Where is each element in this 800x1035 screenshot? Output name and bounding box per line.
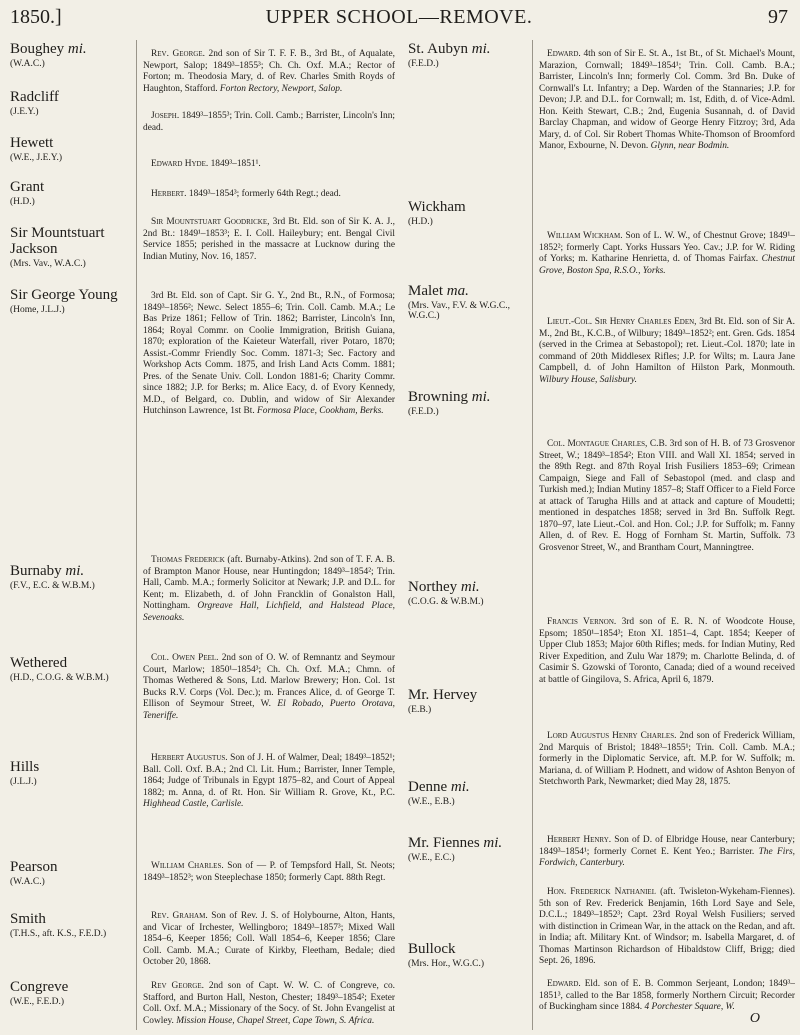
name-entry bbox=[10, 564, 132, 592]
biography-entry: Edward. Eld. son of E. B. Common Serjeant, London; 1849³–1851³, called to the Bar 1858, formerly Northern Circuit; Recorder of Buckingham since 1884. 4 Porchester Square, W. bbox=[539, 979, 795, 1013]
biography-entry: Herbert. 1849³–1854³; formerly 64th Regt.; dead. bbox=[151, 189, 341, 200]
surname: Browning mi. bbox=[408, 389, 491, 405]
surname: Burnaby mi. bbox=[10, 563, 85, 579]
biography-entry: Francis Vernon. 3rd son of E. R. N. of Woodcote House, Epsom; 1850¹–1854³; Eton XI. 1851–4, Capt. 1854; Keeper of Upper Club 1853; Major 60th Rifles; meds. for Indian Mutiny, Red River Expedition, and Zulu War 1879; m. Charlotte Belinda, d. of Casimir S. Gzowski of Toronto, Canada; died of a wound received at battle of Gingilova, S. Africa, April 6, 1879. bbox=[539, 617, 795, 685]
surname: Sir George Young bbox=[10, 287, 118, 303]
biography-entry: Joseph. 1849³–1855³; Trin. Coll. Camb.; Barrister, Lincoln's Inn; dead. bbox=[143, 111, 395, 133]
biography-entry: Edward Hyde. 1849³–1851¹. bbox=[151, 159, 261, 170]
house: (E.B.) bbox=[408, 704, 432, 715]
biography-entry: Herbert Augustus. Son of J. H. of Walmer, Deal; 1849³–1852¹; Ball. Coll. Oxf. B.A.; 2nd Cl. Lit. Hum.; Barrister, Inner Temple, 1864; Judge of Tribunals in Egypt 1875–82, and Court of Appeal 1882; m. Anna, d. of Rt. Hon. Sir William R. Grove, Kt., P.C. Highhead Castle, Carlisle. bbox=[143, 753, 396, 810]
surname: Sir Mountstuart Jackson bbox=[10, 225, 105, 257]
name-entry bbox=[10, 288, 132, 316]
surname: Grant bbox=[10, 179, 45, 195]
left-text-column bbox=[136, 40, 395, 1030]
house: (W.E., E.C.) bbox=[408, 852, 455, 863]
header-title: UPPER SCHOOL—REMOVE. bbox=[265, 6, 533, 28]
name-entry bbox=[10, 90, 132, 118]
surname: Hewett bbox=[10, 135, 54, 151]
house: (H.D.) bbox=[10, 196, 35, 207]
house: (Mrs. Vav., W.A.C.) bbox=[10, 258, 86, 269]
signature-mark: O bbox=[749, 1011, 760, 1026]
biography-entry: William Wickham. Son of L. W. W., of Chestnut Grove; 1849¹–1852²; formerly Capt. Yorks Hussars Yeo. Cav.; J.P. for W. Riding of Yorks; m. Katharine Henrietta, d. of Thomas Fairfax. Chestnut Grove, Boston Spa, R.S.O., Yorks. bbox=[539, 231, 796, 276]
name-entry bbox=[408, 200, 530, 228]
house: (W.A.C.) bbox=[10, 58, 45, 69]
surname: Wickham bbox=[408, 199, 466, 215]
surname: Smith bbox=[10, 911, 46, 927]
biography-entry: Lord Augustus Henry Charles. 2nd son of Frederick William, 2nd Marquis of Bristol; 1848³–1855¹; Trin. Coll. Camb. M.A.; formerly in the Diplomatic Service, aft. M.P. for W. Suffolk; m. Mariana, d. of William P. Hodnett, and widow of Ashton Benyon of Stetchworth Park, Newmarket; died May 28, 1875. bbox=[539, 731, 795, 788]
surname: Pearson bbox=[10, 859, 58, 875]
house: (H.D., C.O.G. & W.B.M.) bbox=[10, 672, 109, 683]
surname: Congreve bbox=[10, 979, 69, 995]
surname: Wethered bbox=[10, 655, 68, 671]
house: (F.E.D.) bbox=[408, 58, 439, 69]
surname: Hills bbox=[10, 759, 40, 775]
name-entry bbox=[408, 780, 530, 808]
surname: Mr. Hervey bbox=[408, 687, 478, 703]
house: (W.E., J.E.Y.) bbox=[10, 152, 62, 163]
house: (H.D.) bbox=[408, 216, 433, 227]
name-entry bbox=[408, 580, 530, 608]
header-year: 1850.] bbox=[10, 6, 62, 28]
surname: Bullock bbox=[408, 941, 456, 957]
name-entry bbox=[10, 42, 132, 70]
biography-entry: Herbert Henry. Son of D. of Elbridge House, near Canterbury; 1849³–1854¹; formerly Cornet E. Kent Yeo.; Barrister. The Firs, Fordwich, Canterbury. bbox=[539, 835, 796, 869]
page-number: 97 bbox=[768, 6, 788, 28]
running-header bbox=[10, 6, 788, 32]
biography-entry: Col. Montague Charles, C.B. 3rd son of H. B. of 73 Grosvenor Street, W.; 1849³–1854²; Eton VIII. and Wall XI. 1854; served in the 89th Regt. and 87th Royal Irish Fusiliers 1853–69; Crimean Campaign, Siege and Fall of Sebastopol (med. and clasp and Turkish med.); Indian Mutiny 1857–8; Staff Officer to a Field Force at attack of Tarugha Hills and at attack and capture of Moudetti; mentioned in despatches 1858; served in 3rd Bn. Suffolk Regt. 1870–97, late Lieut.-Col. and Hon. Col.; J.P. for Suffolk; m. Fanny Allen, d. of Rev. E. Hogg of Fornham St. Martin, Suffolk. 73 Grosvenor Street, W., and Brantham Court, Manningtree. bbox=[539, 439, 796, 553]
house: (F.V., E.C. & W.B.M.) bbox=[10, 580, 95, 591]
biography-entry: William Charles. Son of — P. of Tempsford Hall, St. Neots; 1849³–1852³; won Steeplechase 1850; formerly Capt. 88th Regt. bbox=[143, 861, 395, 883]
house: (W.E., E.B.) bbox=[408, 796, 455, 807]
house: (W.A.C.) bbox=[10, 876, 45, 887]
house: (F.E.D.) bbox=[408, 406, 439, 417]
right-text-column bbox=[532, 40, 795, 1030]
name-entry bbox=[408, 836, 530, 864]
house: (C.O.G. & W.B.M.) bbox=[408, 596, 484, 607]
name-entry bbox=[10, 656, 132, 684]
biography-entry: Edward. 4th son of Sir E. St. A., 1st Bt., of St. Michael's Mount, Marazion, Cornwall; 1849³–1854¹; Trin. Coll. Camb. B.A.; Barrister, Lincoln's Inn; formerly Col. Comm. 3rd Bn. Duke of Cornwall's Lt. Infantry; a Dep. Warden of the Stannaries; J.P. for Devon; J.P. and D.L. for Cornwall; m. 1st, Edith, d. of Vice-Adml. Hon. Keith Stewart, C.B.; 2nd, Eugenia Susannah, d. of David Barclay Chapman, and widow of George Henry Fitzroy; 3rd, Ada Mary, d. of Col. Sir Robert Thomas White-Thomson of Broomford Manor, Exbourne, N. Devon. Glynn, near Bodmin. bbox=[539, 49, 795, 152]
house: (Mrs. Hor., W.G.C.) bbox=[408, 958, 485, 969]
name-entry bbox=[408, 284, 530, 322]
biography-entry: Lieut.-Col. Sir Henry Charles Eden, 3rd Bt. Eld. son of Sir A. M., 2nd Bt., K.C.B., of Wilbury; 1849³–1852²; ent. Gren. Gds. 1854 (served in the Crimea at Sebastopol); ret. Lieut.-Col. 1870; late in command of 20th Middlesex Rifles; J.P. for Wilts; m. Laura Jane Campbell, d. of John Hamilton of Hilston Park, Monmouth. Wilbury House, Salisbury. bbox=[539, 317, 795, 385]
biography-entry: 3rd Bt. Eld. son of Capt. Sir G. Y., 2nd Bt., R.N., of Formosa; 1849³–1856²; Newc. Select 1855–6; Trin. Coll. Camb. M.A.; Le Bas Prize 1861; Fellow of Trin. 1862; Barrister, Lincoln's Inn, 1864; Royal Commr. on Coolie Immigration, British Guiana, 1870; exploration of the Kaieteur Waterfall, river Potaro, 1870; Assist.-Commr Friendly Soc. Comm. 1871-3; Sec. Factory and Workshop Acts Comm. 1875, and Irish Land Acts Comm. 1881; Pres. of the Senate Univ. Coll. London 1881-6; Charity Commr. since 1882; J.P. for Berks; m. Alice Eacy, d. of Evory Kennedy, M.D., of Belgard, co. Dublin, and widow of Sir Alexander Hutchinson Lawrence, 1st Bt. Formosa Place, Cookham, Berks. bbox=[143, 291, 395, 417]
house: (J.L.J.) bbox=[10, 776, 37, 787]
name-entry bbox=[408, 42, 530, 70]
biography-entry: Rev George. 2nd son of Capt. W. W. C. of Congreve, co. Stafford, and Burton Hall, Neston, Chester; 1849³–1854²; Exeter Coll. Oxf. M.A.; Missionary of the Socy. of St. John Evangelist at Cowley. Mission House, Chapel Street, Cape Town, S. Africa. bbox=[143, 981, 395, 1026]
biography-entry: Col. Owen Peel. 2nd son of O. W. of Remnantz and Seymour Court, Marlow; 1850¹–1854³; Ch. Ch. Oxf. M.A.; Chmn. of Thomas Wethered & Sons, Ltd. Marlow Brewery; Hon. Col. 1st Bucks R.V. Corps (Vol. Dec.); m. Frances Alice, d. of George T. Ellison of Seymour Street, W. El Robado, Puerto Orotava, Teneriffe. bbox=[143, 653, 395, 721]
biography-entry: Rev. George. 2nd son of Sir T. F. F. B., 3rd Bt., of Aqualate, Newport, Salop; 1849³–1855³; Ch. Ch. Oxf. M.A.; Rector of Forton; m. Theodosia Mary, d. of Rev. Charles Smith Royds of Haughton, Stafford. Forton Rectory, Newport, Salop. bbox=[143, 49, 395, 94]
house: (Mrs. Vav., F.V. & W.G.C., W.G.C.) bbox=[408, 300, 510, 321]
surname: Radcliff bbox=[10, 89, 59, 105]
name-entry bbox=[10, 980, 132, 1008]
biography-entry: Thomas Frederick (aft. Burnaby-Atkins). 2nd son of T. F. A. B. of Brampton Manor House, near Huntingdon; 1849³–1854²; Trin. Hall, Camb. M.A.; formerly Solicitor at Newark; J.P. and D.L. for Kent; m. Elizabeth, d. of John Francklin of Gonalston Hall, Nottingham. Orgreave Hall, Lichfield, and Halstead Place, Sevenoaks. bbox=[143, 555, 396, 623]
name-entry bbox=[408, 942, 530, 970]
name-entry bbox=[10, 180, 132, 208]
house: (W.E., F.E.D.) bbox=[10, 996, 65, 1007]
surname: Boughey mi. bbox=[10, 41, 87, 57]
biography-entry: Sir Mountstuart Goodricke, 3rd Bt. Eld. son of Sir K. A. J., 2nd Bt.: 1849¹–1853³; E. I. Coll. Haileybury; ent. Bengal Civil Service 1855; perished in the massacre at Lucknow during the Indian Mutiny, Nov. 16, 1857. bbox=[143, 217, 395, 262]
house: (T.H.S., aft. K.S., F.E.D.) bbox=[10, 928, 107, 939]
name-entry bbox=[10, 136, 132, 164]
surname: Malet ma. bbox=[408, 283, 469, 299]
name-entry bbox=[408, 390, 530, 418]
biography-entry: Hon. Frederick Nathaniel (aft. Twisleton-Wykeham-Fiennes). 5th son of Rev. Frederick Benjamin, 16th Lord Saye and Sele, D.C.L.; 1849³–1852³; Capt. 23rd Royal Welsh Fusiliers; served with distinction in Crimean War, in the attack on the Redan, and aft. in India; aft. Military Knt. of Windsor; m. Isabella Margaret, d. of Thomas Martinson Richardson of Hibaldstow Cliff, Brigg; died Sept. 26, 1896. bbox=[539, 887, 796, 967]
surname: Denne mi. bbox=[408, 779, 470, 795]
name-entry bbox=[10, 226, 132, 269]
surname: Mr. Fiennes mi. bbox=[408, 835, 503, 851]
surname: Northey mi. bbox=[408, 579, 480, 595]
surname: St. Aubyn mi. bbox=[408, 41, 491, 57]
house: (Home, J.L.J.) bbox=[10, 304, 65, 315]
biography-entry: Rev. Graham. Son of Rev. J. S. of Holybourne, Alton, Hants, and Vicar of Irchester, Wellingboro; 1849³–1857³; Mixed Wall 1854–6, Keeper 1856; Coll. Wall 1854–6, Keeper 1856; Clare Coll. Camb. M.A.; Curate of Kirkby, Fleetham, Bedale; died October 20, 1868. bbox=[143, 911, 395, 968]
name-entry bbox=[408, 688, 530, 716]
name-entry bbox=[10, 912, 132, 940]
name-entry bbox=[10, 860, 132, 888]
name-entry bbox=[10, 760, 132, 788]
house: (J.E.Y.) bbox=[10, 106, 39, 117]
